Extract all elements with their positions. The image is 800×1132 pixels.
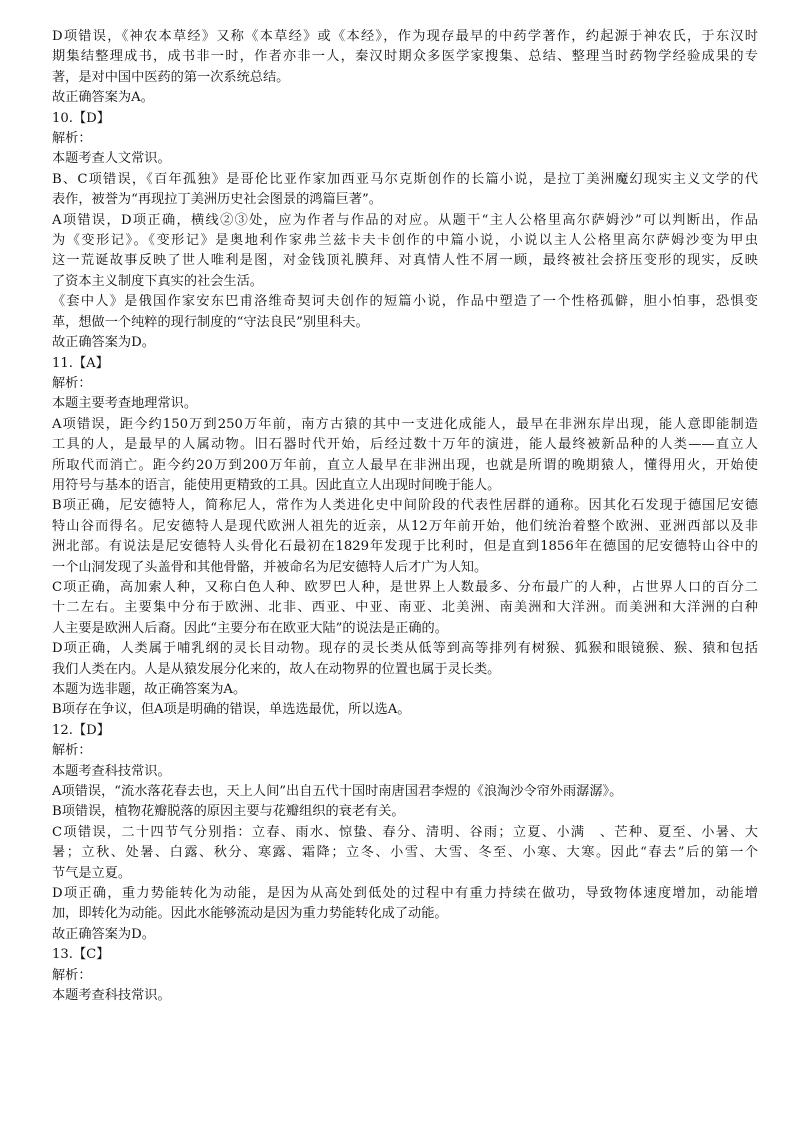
text-line: C项错误，二十四节气分别指：立春、雨水、惊蛰、春分、清明、谷雨；立夏、小满 、芒种、夏至、小暑、大	[52, 824, 758, 840]
text-line: 故正确答案为A。	[52, 90, 154, 106]
text-line: 12.【D】	[52, 722, 110, 738]
text-line: 工具的人，是最早的人属动物。旧石器时代开始，后经过数十万年的演进，能人最终被新品种的人类——直立人	[52, 437, 758, 453]
text-line: 人主要是欧洲人后裔。因此“主要分布在欧亚大陆”的说法是正确的。	[52, 620, 448, 636]
text-line: 革，想做一个纯粹的现行制度的“守法良民”别里科夫。	[52, 314, 369, 330]
text-line: 解析：	[52, 375, 92, 391]
text-line: B项正确，尼安德特人，简称尼人，常作为人类进化史中间阶段的代表性居群的通称。因其化石发现于德国尼安德	[52, 498, 758, 514]
text-line: B、C项错误，《百年孤独》是哥伦比亚作家加西亚马尔克斯创作的长篇小说，是拉丁美洲魔幻现实主义文学的代	[52, 171, 758, 187]
text-line: 一个山洞发现了头盖骨和其他骨骼，并被命名为尼安德特人后才广为人知。	[52, 559, 488, 575]
text-line: 这一荒诞故事反映了世人唯利是图，对金钱顶礼膜拜、对真情人性不屑一顾，最终被社会挤压变形的现实，反映	[52, 253, 758, 269]
text-line: B项错误，植物花瓣脱落的原因主要与花瓣组织的衰老有关。	[52, 804, 405, 820]
text-line: A项错误，“流水落花春去也，天上人间”出自五代十国时南唐国君李煜的《浪淘沙令帘外雨潺潺》。	[52, 784, 623, 800]
text-line: 本题主要考查地理常识。	[52, 396, 198, 412]
text-line: 加，即转化为动能。因此水能够流动是因为重力势能转化成了动能。	[52, 906, 448, 922]
text-line: 特山谷而得名。尼安德特人是现代欧洲人祖先的近亲，从12万年前开始，他们统治着整个欧洲、亚洲西部以及非	[52, 518, 758, 534]
text-line: 暑；立秋、处暑、白露、秋分、寒露、霜降；立冬、小雪、大雪、冬至、小寒、大寒。因此“春去”后的第一个	[52, 845, 758, 861]
text-line: 10.【D】	[52, 110, 110, 126]
text-line: 了资本主义制度下真实的社会生活。	[52, 273, 263, 289]
text-line: D项正确，人类属于哺乳纲的灵长目动物。现存的灵长类从低等到高等排列有树猴、狐猴和眼镜猴、猴、猿和包括	[52, 641, 758, 657]
text-line: 表作，被誉为“再现拉丁美洲历史社会图景的鸿篇巨著”。	[52, 192, 382, 208]
text-line: 所取代而消亡。距今约20万到200万年前，直立人最早在非洲出现，也就是所谓的晚期猿人，懂得用火，开始使	[52, 457, 758, 473]
text-line: 洲北部。有说法是尼安德特人头骨化石最初在1829年发现于比利时，但是直到1856年在德国的尼安德特山谷中的	[52, 539, 758, 555]
text-line: 故正确答案为D。	[52, 926, 155, 942]
text-line: C项正确，高加索人种，又称白色人种、欧罗巴人种，是世界上人数最多、分布最广的人种，占世界人口的百分二	[52, 579, 758, 595]
text-line: 著，是对中国中医药的第一次系统总结。	[52, 69, 290, 85]
text-line: 解析：	[52, 967, 92, 983]
text-line: 故正确答案为D。	[52, 335, 155, 351]
text-line: 解析：	[52, 131, 92, 147]
text-line: 节气是立夏。	[52, 865, 132, 881]
text-line: 本题考查科技常识。	[52, 988, 171, 1004]
text-line: 11.【A】	[52, 355, 109, 371]
text-line: A项错误，距今约150万到250万年前，南方古猿的其中一支进化成能人，最早在非洲东岸出现，能人意即能制造	[52, 416, 758, 432]
text-line: D项错误，《神农本草经》又称《本草经》或《本经》，作为现存最早的中药学著作，约起源于神农氏，于东汉时	[52, 29, 758, 44]
text-line: 本题考查人文常识。	[52, 151, 171, 167]
text-line: 本题为选非题，故正确答案为A。	[52, 682, 247, 697]
text-line: 解析：	[52, 743, 92, 759]
text-line: 13.【C】	[52, 947, 110, 963]
text-line: 十二左右。主要集中分布于欧洲、北非、西亚、中亚、南亚、北美洲、南美洲和大洋洲。而美洲和大洋洲的白种	[52, 600, 758, 616]
text-line: 期集结整理成书，成书非一时，作者亦非一人，秦汉时期众多医学家搜集、总结、整理当时药物学经验成果的专	[52, 49, 758, 65]
text-line: 我们人类在内。人是从猿发展分化来的，故人在动物界的位置也属于灵长类。	[52, 661, 501, 677]
document-body	[52, 27, 758, 1007]
text-line: D项正确，重力势能转化为动能，是因为从高处到低处的过程中有重力持续在做功，导致物体速度增加，动能增	[52, 886, 758, 902]
text-line: A项错误，D项正确，横线②③处，应为作者与作品的对应。从题干“主人公格里高尔萨姆沙”可以判断出，作品	[52, 212, 758, 228]
text-line: 本题考查科技常识。	[52, 763, 171, 779]
text-line: 《套中人》是俄国作家安东巴甫洛维奇契诃夫创作的短篇小说，作品中塑造了一个性格孤僻，胆小怕事，恐惧变	[52, 294, 758, 310]
text-line: B项存在争议，但A项是明确的错误，单选选最优，所以选A。	[52, 702, 411, 718]
text-line: 用符号与基本的语言，能使用更精致的工具。因此直立人出现时间晚于能人。	[52, 477, 501, 493]
text-line: 为《变形记》。《变形记》是奥地利作家弗兰兹卡夫卡创作的中篇小说，小说以主人公格里高尔萨姆沙变为甲虫	[52, 233, 758, 249]
